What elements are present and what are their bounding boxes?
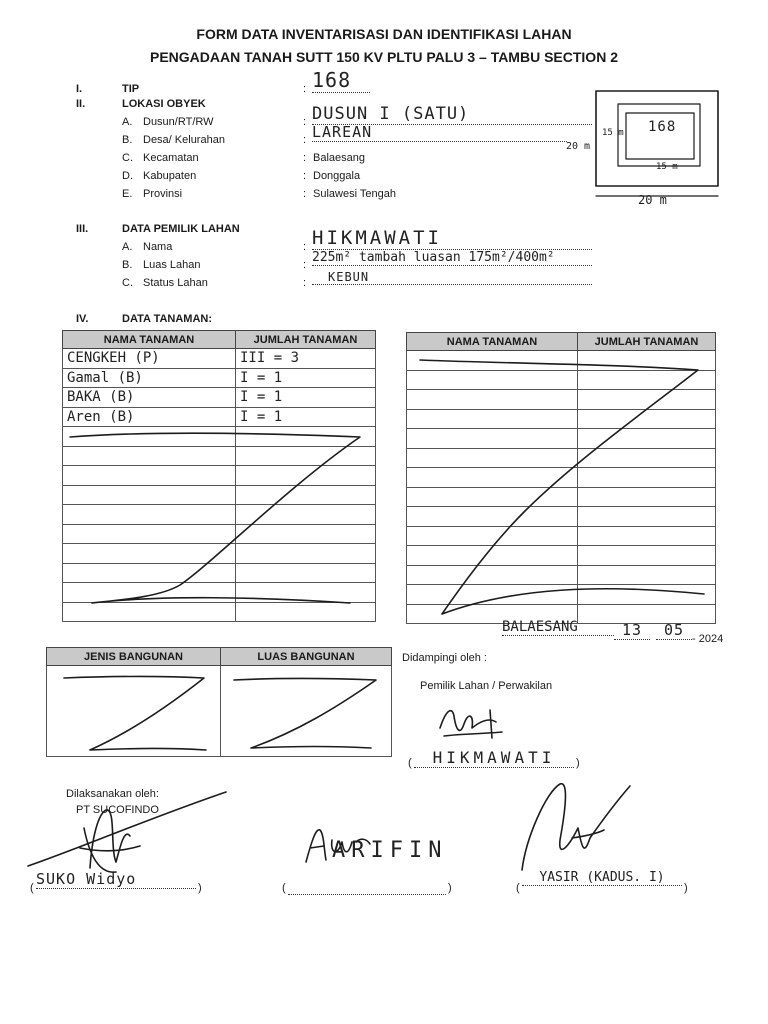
luas-lahan-value: 225m² tambah luasan 175m²/400m²	[312, 250, 592, 266]
signatory-2-name: ARIFIN	[332, 838, 448, 863]
desa-value: LAREAN	[312, 123, 567, 142]
paren-open: (	[516, 882, 520, 894]
kecamatan-label: Kecamatan	[143, 152, 199, 164]
sketch-inner-label: 168	[648, 119, 677, 135]
provinsi-label: Provinsi	[143, 188, 183, 200]
paren-close: )	[576, 757, 580, 769]
colon: :	[303, 134, 307, 146]
colon: :	[303, 170, 307, 182]
date-year: - 2024	[692, 633, 724, 645]
field-letter: A.	[122, 116, 133, 128]
owner-name: HIKMAWATI	[414, 748, 574, 768]
sketch-inner-bottom: 15 m	[656, 162, 678, 172]
colon: :	[303, 188, 307, 200]
col-header-building-type: JENIS BANGUNAN	[47, 648, 221, 666]
accompanied-label: Didampingi oleh :	[402, 652, 487, 664]
field-letter: D.	[122, 170, 133, 182]
sketch-outer-side: 20 m	[566, 141, 591, 152]
z-strike-building	[46, 668, 392, 760]
table-row	[63, 349, 376, 369]
field-letter: A.	[122, 241, 133, 253]
signature-3	[516, 778, 636, 878]
signatory-1-name: SUKO Widyo	[36, 870, 196, 889]
paren-open: (	[30, 882, 34, 894]
paren-open: (	[282, 882, 286, 894]
col-header-name: NAMA TANAMAN	[63, 331, 236, 349]
table-row	[63, 368, 376, 388]
status-lahan-label: Status Lahan	[143, 277, 208, 289]
tip-value: 168	[312, 68, 370, 93]
section-3-number: III.	[76, 223, 89, 235]
dusun-value: DUSUN I (SATU)	[312, 104, 592, 125]
field-letter: B.	[122, 134, 133, 146]
paren-close: )	[198, 882, 202, 894]
table-row	[63, 407, 376, 427]
paren-open: (	[408, 757, 412, 769]
plant-name: BAKA (B)	[67, 389, 135, 406]
section-2-number: II.	[76, 98, 86, 110]
field-letter: B.	[122, 259, 133, 271]
table-row	[63, 388, 376, 408]
colon: :	[303, 241, 307, 253]
dusun-label: Dusun/RT/RW	[143, 116, 214, 128]
kabupaten-label: Kabupaten	[143, 170, 197, 182]
paren-close: )	[448, 882, 452, 894]
executed-label: Dilaksanakan oleh:	[66, 788, 159, 800]
executed-company: PT SUCOFINDO	[76, 804, 159, 816]
col-header-qty: JUMLAH TANAMAN	[578, 333, 716, 351]
date-day: 13	[614, 621, 650, 640]
date-place: BALAESANG	[502, 619, 614, 636]
field-letter: C.	[122, 152, 133, 164]
plant-qty: III = 3	[240, 350, 300, 367]
colon: :	[303, 277, 307, 289]
paren-close: )	[684, 882, 688, 894]
colon: :	[303, 83, 307, 95]
section-3-label: DATA PEMILIK LAHAN	[122, 223, 240, 235]
status-lahan-value: KEBUN	[312, 270, 592, 285]
z-strike-right	[404, 352, 720, 620]
accompanied-role: Pemilik Lahan / Perwakilan	[420, 680, 553, 692]
colon: :	[303, 116, 307, 128]
plant-qty: I = 1	[240, 369, 283, 386]
luas-lahan-label: Luas Lahan	[143, 259, 201, 271]
form-title-line1: FORM DATA INVENTARISASI DAN IDENTIFIKASI LAHAN	[196, 26, 572, 42]
kecamatan-value: Balaesang	[313, 152, 365, 164]
sketch-outer-bottom: 20 m	[638, 193, 667, 207]
colon: :	[303, 259, 307, 271]
z-strike-left	[60, 425, 380, 615]
plant-qty: I = 1	[240, 408, 283, 425]
sketch-inner-side: 15 m	[602, 128, 624, 138]
date-month: 05	[656, 621, 692, 640]
plant-name: Gamal (B)	[67, 369, 143, 386]
plant-qty: I = 1	[240, 389, 283, 406]
section-1-label: TIP	[122, 83, 140, 95]
kabupaten-value: Donggala	[313, 170, 361, 182]
signatory-3-name: YASIR (KADUS. I)	[522, 870, 682, 886]
plant-name: CENGKEH (P)	[67, 350, 160, 367]
desa-label: Desa/ Kelurahan	[143, 134, 225, 146]
owner-signature	[430, 700, 510, 746]
section-4-label: DATA TANAMAN:	[122, 313, 213, 325]
col-header-name: NAMA TANAMAN	[407, 333, 578, 351]
nama-label: Nama	[143, 241, 173, 253]
plant-name: Aren (B)	[67, 408, 135, 425]
form-title-line2: PENGADAAN TANAH SUTT 150 KV PLTU PALU 3 – TAMBU SECTION 2	[149, 49, 618, 65]
section-1-number: I.	[76, 83, 83, 95]
section-2-label: LOKASI OBYEK	[122, 98, 206, 110]
col-header-building-area: LUAS BANGUNAN	[221, 648, 392, 666]
field-letter: E.	[122, 188, 133, 200]
nama-value: HIKMAWATI	[312, 227, 592, 250]
provinsi-value: Sulawesi Tengah	[313, 188, 396, 200]
signatory-2-line	[288, 882, 446, 895]
field-letter: C.	[122, 277, 133, 289]
section-4-number: IV.	[76, 313, 89, 325]
col-header-qty: JUMLAH TANAMAN	[236, 331, 376, 349]
colon: :	[303, 152, 307, 164]
